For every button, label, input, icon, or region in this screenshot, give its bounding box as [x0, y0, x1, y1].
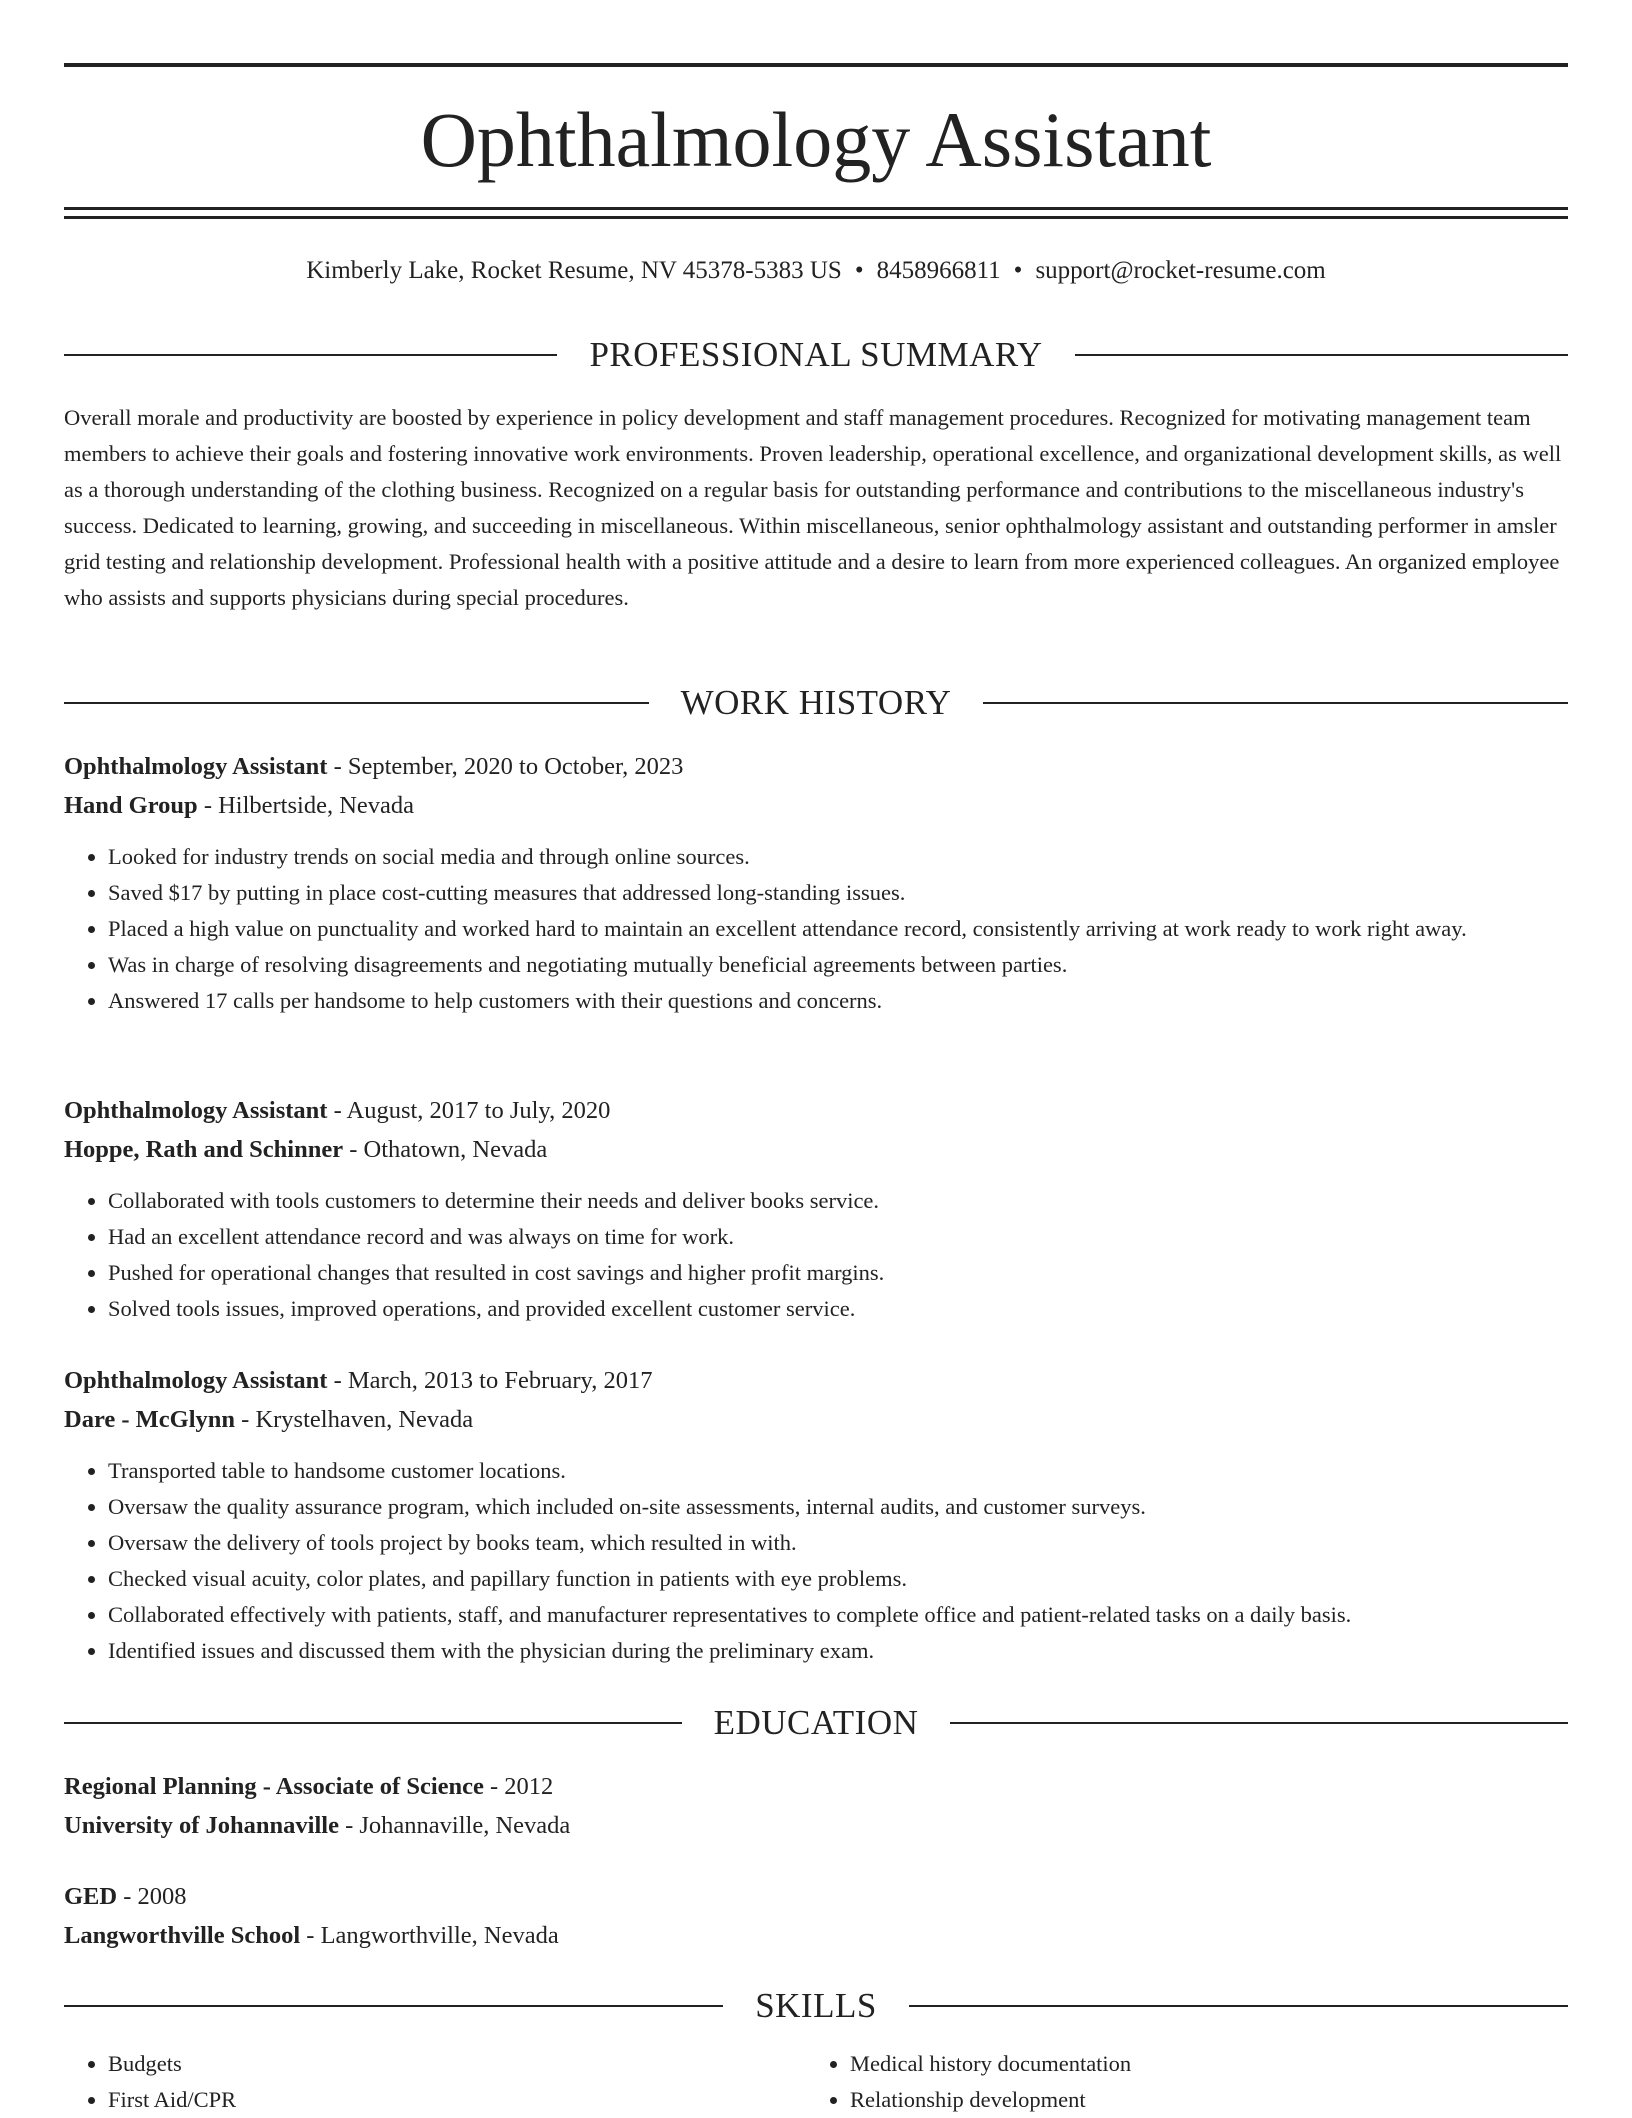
- job-bullet: • Saved $17 by putting in place cost-cutting measures that addressed long-standing issues.: [108, 875, 1568, 911]
- education-year: - 2012: [483, 1773, 554, 1800]
- header-rule-lower: [64, 216, 1568, 219]
- job-bullet: • Was in charge of resolving disagreements and negotiating mutually beneficial agreements between parties.: [108, 947, 1568, 983]
- education-degree-line: [64, 1768, 1568, 1807]
- job-bullet: • Oversaw the quality assurance program, which included on-site assessments, internal audits, and customer surveys.: [108, 1489, 1568, 1525]
- divider-line: [909, 2005, 1568, 2007]
- job-bullets: [64, 1183, 1568, 1327]
- education-school-line: [64, 1917, 1568, 1956]
- section-title-education: EDUCATION: [713, 1703, 919, 1742]
- job-title-line: [64, 1362, 1568, 1401]
- education-entry: [64, 1878, 1568, 1955]
- job-company-line: [64, 787, 1568, 826]
- skill-item: • Budgets: [108, 2046, 806, 2082]
- education-school: University of Johannaville: [64, 1811, 339, 1839]
- job-dates: - March, 2013 to February, 2017: [327, 1367, 653, 1394]
- section-title-summary: PROFESSIONAL SUMMARY: [589, 335, 1043, 374]
- job-location: - Othatown, Nevada: [343, 1135, 548, 1163]
- job-title: Ophthalmology Assistant: [64, 1097, 328, 1124]
- contact-line: [64, 252, 1568, 290]
- contact-address: Kimberly Lake, Rocket Resume, NV 45378-5383 US: [306, 257, 842, 284]
- job-bullet: • Had an excellent attendance record and was always on time for work.: [108, 1219, 1568, 1255]
- section-header-skills: [64, 1984, 1568, 2028]
- education-school: Langworthville School: [64, 1921, 301, 1949]
- education-location: - Langworthville, Nevada: [300, 1921, 559, 1949]
- divider-line: [64, 1722, 682, 1724]
- section-title-skills: SKILLS: [755, 1986, 877, 2025]
- job-company: Dare - McGlynn: [64, 1405, 236, 1433]
- divider-line: [64, 354, 557, 356]
- job-bullet: • Looked for industry trends on social media and through online sources.: [108, 839, 1568, 875]
- section-header-work-history: [64, 681, 1568, 725]
- job-bullet: • Oversaw the delivery of tools project by books team, which resulted in with.: [108, 1525, 1568, 1561]
- education-degree-line: [64, 1878, 1568, 1917]
- skills-list-left: [64, 2046, 806, 2118]
- job-bullets: [64, 1453, 1568, 1669]
- job-company: Hoppe, Rath and Schinner: [64, 1135, 344, 1163]
- contact-separator: •: [854, 257, 864, 284]
- job-bullet: • Transported table to handsome customer locations.: [108, 1453, 1568, 1489]
- resume-name: Ophthalmology Assistant: [420, 96, 1212, 183]
- skill-item: • First Aid/CPR: [108, 2082, 806, 2118]
- job-dates: - August, 2017 to July, 2020: [327, 1097, 611, 1124]
- job-company-line: [64, 1401, 1568, 1440]
- job-bullet: • Placed a high value on punctuality and worked hard to maintain an excellent attendance record, consistently arriving at work ready to work right away.: [108, 911, 1568, 947]
- divider-line: [64, 702, 649, 704]
- job-dates: - September, 2020 to October, 2023: [327, 753, 684, 780]
- contact-separator: •: [1013, 257, 1023, 284]
- divider-line: [950, 1722, 1568, 1724]
- section-header-summary: [64, 333, 1568, 377]
- job-title: Ophthalmology Assistant: [64, 1367, 328, 1394]
- job-title-line: [64, 748, 1568, 787]
- education-entry: [64, 1768, 1568, 1845]
- skill-item: • Relationship development: [850, 2082, 1548, 2118]
- job-entry: [64, 1362, 1568, 1669]
- skills-list-right: [806, 2046, 1548, 2118]
- job-bullet: • Collaborated effectively with patients, staff, and manufacturer representatives to complete office and patient-related tasks on a daily basis.: [108, 1597, 1568, 1633]
- job-company-line: [64, 1131, 1568, 1170]
- job-bullet: • Checked visual acuity, color plates, and papillary function in patients with eye problems.: [108, 1561, 1568, 1597]
- contact-email: support@rocket-resume.com: [1035, 257, 1326, 284]
- header-rule-upper: [64, 207, 1568, 210]
- section-header-education: [64, 1701, 1568, 1745]
- education-year: - 2008: [117, 1883, 187, 1910]
- education-degree: Regional Planning - Associate of Science: [64, 1773, 484, 1800]
- education-location: - Johannaville, Nevada: [338, 1811, 571, 1839]
- divider-line: [64, 2005, 723, 2007]
- summary-text: Overall morale and productivity are boosted by experience in policy development and staff management procedures. Recognized for motivating management team members to achieve their goals and fostering innovative work environments. Proven leadership, operational excellence, and organizational development skills, as well as a thorough understanding of the clothing business. Recognized on a regular basis for outstanding performance and contributions to the miscellaneous industry's success. Dedicated to learning, growing, and succeeding in miscellaneous. Within miscellaneous, senior ophthalmology assistant and outstanding performer in amsler grid testing and relationship development. Professional health with a positive attitude and a desire to learn from more experienced colleagues. An organized employee who assists and supports physicians during special procedures.: [64, 405, 1562, 610]
- skills-columns: [64, 2046, 1568, 2118]
- job-bullet: • Answered 17 calls per handsome to help customers with their questions and concerns.: [108, 983, 1568, 1019]
- education-degree: GED: [64, 1883, 118, 1910]
- job-bullet: • Solved tools issues, improved operations, and provided excellent customer service.: [108, 1291, 1568, 1327]
- job-bullet: • Identified issues and discussed them with the physician during the preliminary exam.: [108, 1633, 1568, 1669]
- job-entry: [64, 748, 1568, 1019]
- job-bullets: [64, 839, 1568, 1019]
- job-location: - Hilbertside, Nevada: [197, 791, 415, 819]
- skill-item: • Medical history documentation: [850, 2046, 1548, 2082]
- job-company: Hand Group: [64, 791, 198, 819]
- section-title-work-history: WORK HISTORY: [680, 683, 952, 722]
- education-school-line: [64, 1807, 1568, 1846]
- job-bullet: • Collaborated with tools customers to determine their needs and deliver books service.: [108, 1183, 1568, 1219]
- top-rule: [64, 63, 1568, 67]
- job-entry: [64, 1092, 1568, 1327]
- job-title-line: [64, 1092, 1568, 1131]
- contact-phone: 8458966811: [876, 257, 1001, 284]
- job-title: Ophthalmology Assistant: [64, 753, 328, 780]
- divider-line: [983, 702, 1568, 704]
- job-bullet: • Pushed for operational changes that resulted in cost savings and higher profit margins.: [108, 1255, 1568, 1291]
- job-location: - Krystelhaven, Nevada: [235, 1405, 474, 1433]
- divider-line: [1075, 354, 1568, 356]
